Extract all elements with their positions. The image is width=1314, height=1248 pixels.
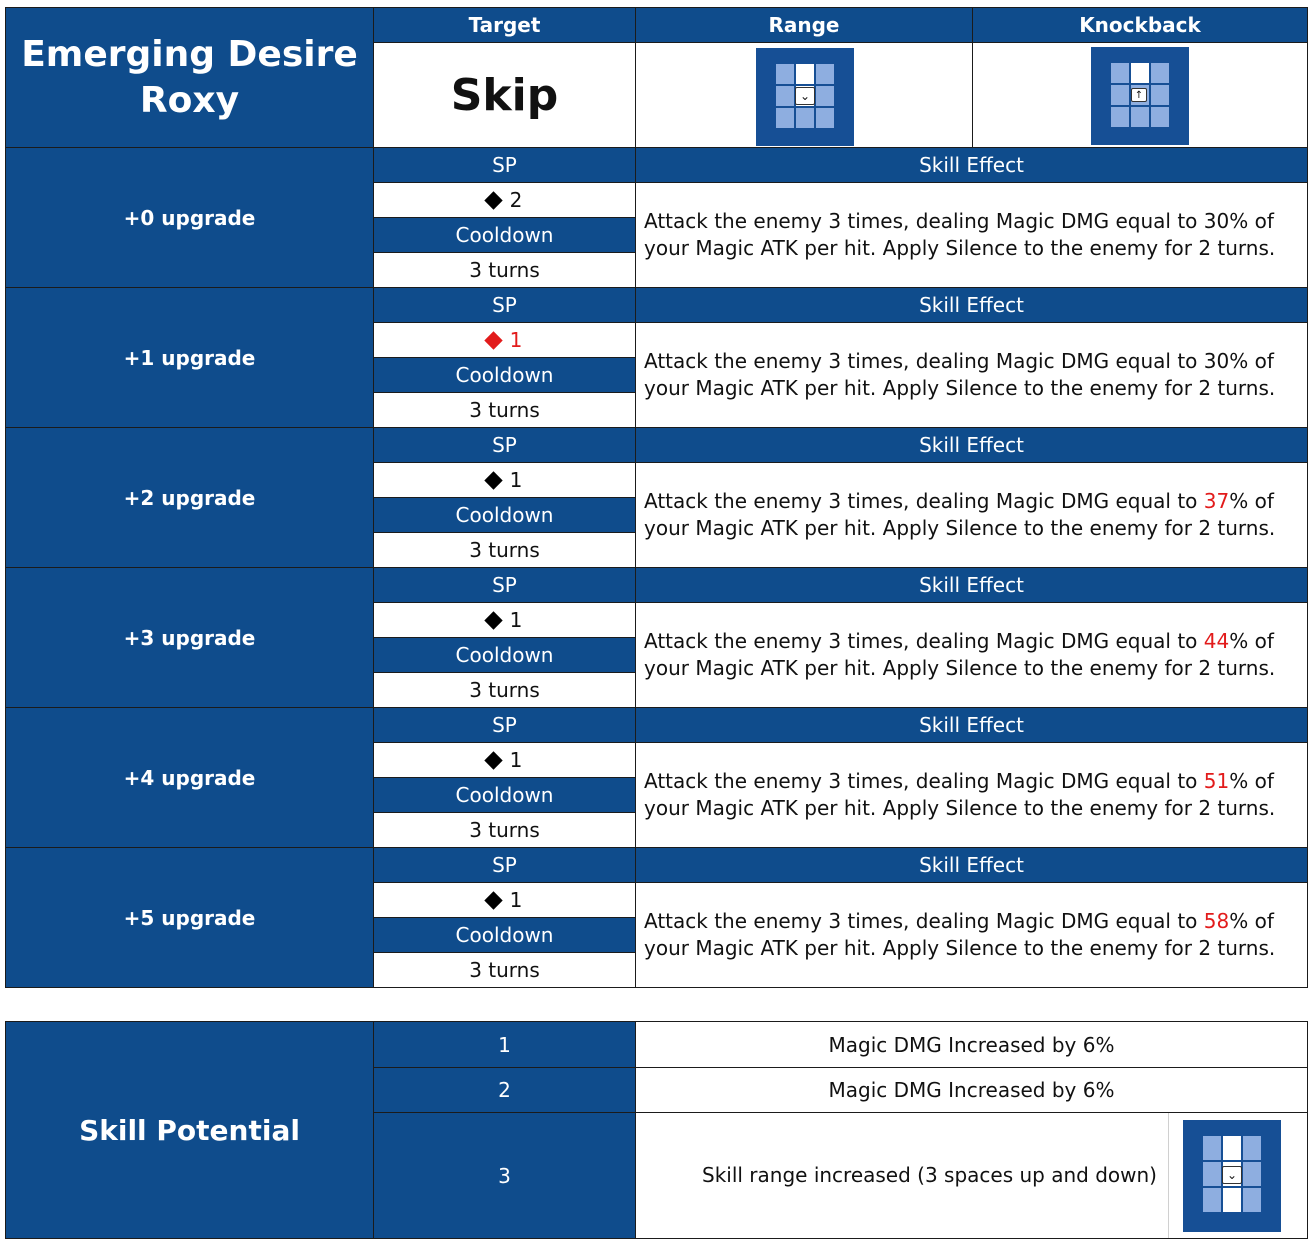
skill-effect-cell [635,182,1308,288]
effect-percent: 30 [1203,209,1230,233]
effect-text-before: Attack the enemy 3 times, dealing Magic DMG equal to [644,209,1204,233]
upgrade-label: +2 upgrade [5,427,374,568]
skill-effect-cell [635,462,1308,568]
skill-effect-cell [635,742,1308,848]
effect-text-after: % of your Magic ATK per hit. Apply Silence to the enemy for 2 turns. [644,769,1276,820]
knockback-header: Knockback [972,7,1308,43]
skill-effect-text [644,908,1299,962]
sp-value-cell [373,602,636,638]
upgrade-label: +5 upgrade [5,847,374,988]
skill-effect-header: Skill Effect [635,847,1308,883]
effect-text-before: Attack the enemy 3 times, dealing Magic DMG equal to [644,489,1204,513]
effect-text-before: Attack the enemy 3 times, dealing Magic DMG equal to [644,629,1204,653]
sp-diamond-icon [484,891,502,909]
upgrade-label: +4 upgrade [5,707,374,848]
skill-effect-text [644,488,1299,542]
cooldown-value: 3 turns [373,672,636,708]
potential-effect-1: Magic DMG Increased by 6% [635,1021,1308,1068]
sp-header: SP [373,847,636,883]
skill-effect-text [644,208,1299,262]
effect-percent: 37 [1203,489,1230,513]
skill-effect-text [644,348,1299,402]
effect-text-after: % of your Magic ATK per hit. Apply Silence to the enemy for 2 turns. [644,629,1276,680]
upgrade-label: +0 upgrade [5,147,374,288]
cooldown-value: 3 turns [373,252,636,288]
cooldown-value: 3 turns [373,812,636,848]
effect-percent: 51 [1203,769,1230,793]
skill-effect-cell [635,322,1308,428]
sp-value: 1 [509,608,523,632]
effect-percent: 58 [1203,909,1230,933]
upgrade-label: +1 upgrade [5,287,374,428]
cooldown-header: Cooldown [373,637,636,673]
sp-value: 1 [509,468,523,492]
knockback-cell [972,42,1308,148]
sp-value: 1 [509,748,523,772]
target-value: Skip [373,42,636,148]
potential-level-1: 1 [373,1021,636,1068]
sp-value: 1 [509,888,523,912]
effect-text-after: % of your Magic ATK per hit. Apply Silence to the enemy for 2 turns. [644,209,1276,260]
range-grid-icon [1183,1120,1281,1232]
sp-diamond-icon [484,611,502,629]
cooldown-value: 3 turns [373,532,636,568]
range-cell [635,42,973,148]
cooldown-header: Cooldown [373,217,636,253]
cooldown-header: Cooldown [373,357,636,393]
sp-header: SP [373,427,636,463]
knockback-grid-icon [1091,47,1189,145]
sp-header: SP [373,567,636,603]
effect-text-after: % of your Magic ATK per hit. Apply Silence to the enemy for 2 turns. [644,909,1276,960]
skill-effect-header: Skill Effect [635,147,1308,183]
upgrade-label: +3 upgrade [5,567,374,708]
cooldown-value: 3 turns [373,952,636,988]
arrow-up-icon: ↑ [1131,88,1147,102]
sp-value: 1 [509,328,523,352]
sp-header: SP [373,707,636,743]
effect-percent: 44 [1203,629,1230,653]
skill-name-line2: Roxy [139,79,240,121]
potential-title: Skill Potential [5,1021,374,1239]
potential-effect-3-cell [635,1112,1308,1239]
cooldown-header: Cooldown [373,917,636,953]
sp-diamond-icon [484,191,502,209]
potential-effect-3: Skill range increased (3 spaces up and down) [702,1163,1157,1187]
effect-text-after: % of your Magic ATK per hit. Apply Silence to the enemy for 2 turns. [644,489,1276,540]
chevron-down-icon: ⌄ [1222,1166,1242,1184]
target-header: Target [373,7,636,43]
potential-level-3: 3 [373,1112,636,1239]
sp-value: 2 [509,188,523,212]
skill-name [5,7,374,148]
sp-header: SP [373,287,636,323]
sp-value-cell [373,882,636,918]
sp-value-cell [373,322,636,358]
cooldown-header: Cooldown [373,497,636,533]
skill-effect-cell [635,602,1308,708]
range-header: Range [635,7,973,43]
skill-effect-header: Skill Effect [635,707,1308,743]
effect-text-before: Attack the enemy 3 times, dealing Magic DMG equal to [644,769,1204,793]
potential-effect-2: Magic DMG Increased by 6% [635,1067,1308,1113]
range-grid-icon [756,48,854,146]
sp-diamond-icon [484,751,502,769]
skill-effect-header: Skill Effect [635,567,1308,603]
skill-effect-text [644,628,1299,682]
effect-text-before: Attack the enemy 3 times, dealing Magic DMG equal to [644,349,1204,373]
cooldown-value: 3 turns [373,392,636,428]
effect-text-after: % of your Magic ATK per hit. Apply Silence to the enemy for 2 turns. [644,349,1276,400]
cooldown-header: Cooldown [373,777,636,813]
sp-diamond-icon [484,471,502,489]
potential-level-2: 2 [373,1067,636,1113]
effect-text-before: Attack the enemy 3 times, dealing Magic DMG equal to [644,909,1204,933]
sp-diamond-icon [484,331,502,349]
chevron-down-icon: ⌄ [795,87,815,105]
sp-value-cell [373,462,636,498]
skill-effect-header: Skill Effect [635,287,1308,323]
sp-value-cell [373,742,636,778]
sp-value-cell [373,182,636,218]
skill-name-line1: Emerging Desire [21,33,358,75]
skill-effect-cell [635,882,1308,988]
skill-effect-text [644,768,1299,822]
skill-effect-header: Skill Effect [635,427,1308,463]
sp-header: SP [373,147,636,183]
effect-percent: 30 [1203,349,1230,373]
